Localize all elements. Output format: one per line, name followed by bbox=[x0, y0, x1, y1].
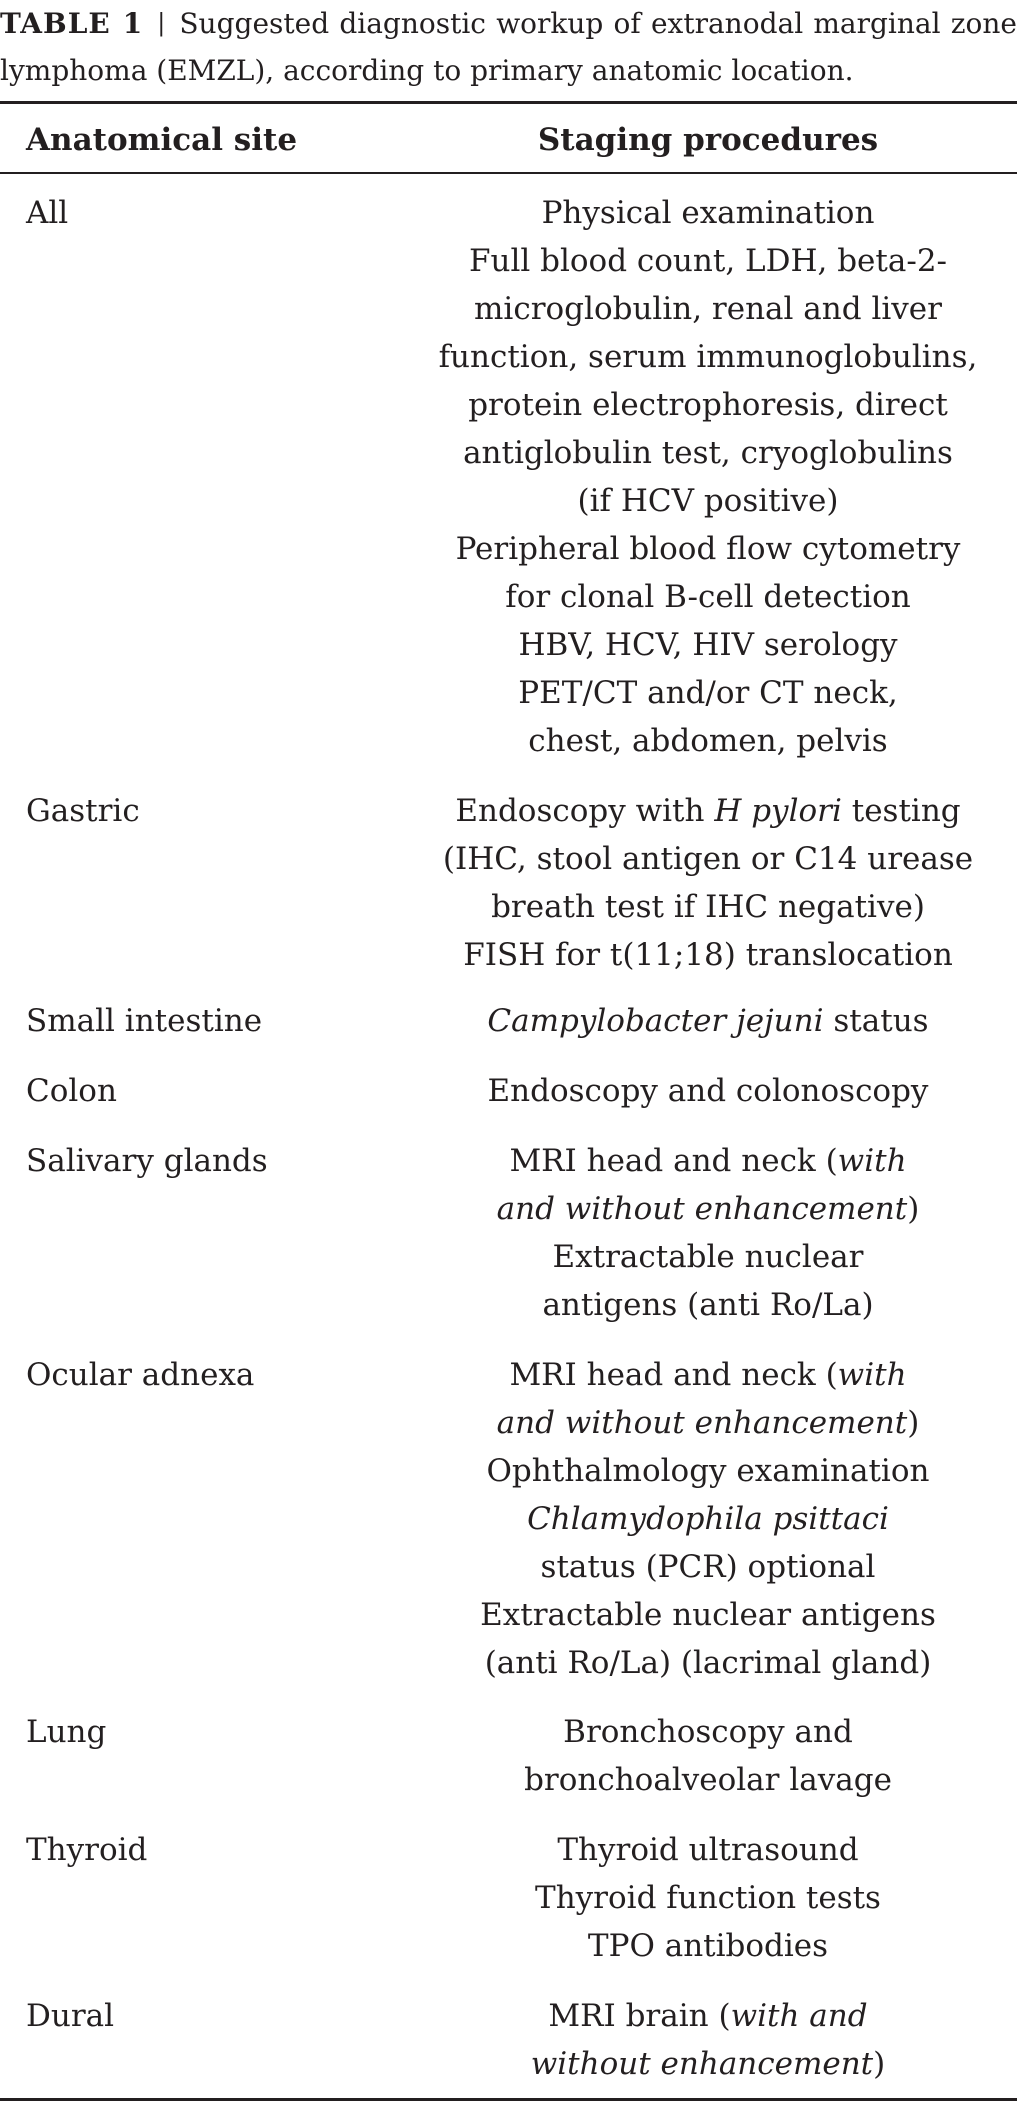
procedure-line bbox=[428, 333, 988, 381]
procedure-line bbox=[428, 429, 988, 477]
text-segment: ) bbox=[873, 2046, 886, 2082]
staging-procedures-cell bbox=[428, 1708, 988, 1804]
procedure-line bbox=[428, 883, 988, 931]
text-segment: Endoscopy and colonoscopy bbox=[487, 1073, 929, 1109]
text-segment: TPO antibodies bbox=[587, 1928, 829, 1964]
text-segment: Extractable nuclear bbox=[552, 1239, 864, 1275]
procedure-line bbox=[428, 1067, 988, 1115]
anatomical-site-cell: Thyroid bbox=[26, 1832, 148, 1868]
staging-procedures-cell bbox=[428, 1351, 988, 1687]
text-segment: Thyroid function tests bbox=[535, 1880, 881, 1916]
italic-text: H pylori bbox=[714, 793, 842, 829]
procedure-line bbox=[428, 1185, 988, 1233]
staging-procedures-cell bbox=[428, 787, 988, 979]
italic-text: Campylobacter jejuni bbox=[487, 1003, 824, 1039]
italic-text: and without enhancement bbox=[496, 1191, 908, 1227]
text-segment: MRI brain ( bbox=[548, 1998, 731, 2034]
procedure-line bbox=[428, 1351, 988, 1399]
procedure-line bbox=[428, 1137, 988, 1185]
table-caption bbox=[0, 0, 1017, 94]
text-segment: status bbox=[823, 1003, 929, 1039]
text-segment: (anti Ro/La) (lacrimal gland) bbox=[484, 1645, 932, 1681]
staging-procedures-cell bbox=[428, 997, 988, 1045]
procedure-line bbox=[428, 573, 988, 621]
top-rule bbox=[0, 101, 1017, 104]
anatomical-site-cell: Dural bbox=[26, 1998, 115, 2034]
text-segment: Ophthalmology examination bbox=[486, 1453, 930, 1489]
text-segment: antiglobulin test, cryoglobulins bbox=[463, 435, 953, 471]
procedure-line bbox=[428, 787, 988, 835]
text-segment: Peripheral blood flow cytometry bbox=[455, 531, 961, 567]
staging-procedures-cell bbox=[428, 1137, 988, 1329]
text-segment: Extractable nuclear antigens bbox=[480, 1597, 936, 1633]
text-segment: chest, abdomen, pelvis bbox=[528, 723, 888, 759]
procedure-line bbox=[428, 931, 988, 979]
text-segment: antigens (anti Ro/La) bbox=[542, 1287, 874, 1323]
caption-text: Suggested diagnostic workup of extranodal marginal zone lymphoma (EMZL), according to primary anatomic location. bbox=[0, 7, 1017, 87]
procedure-line bbox=[428, 997, 988, 1045]
procedure-line bbox=[428, 1591, 988, 1639]
procedure-line bbox=[428, 1447, 988, 1495]
text-segment: MRI head and neck ( bbox=[509, 1357, 838, 1393]
procedure-line bbox=[428, 525, 988, 573]
anatomical-site-cell: Salivary glands bbox=[26, 1143, 268, 1179]
procedure-line bbox=[428, 1233, 988, 1281]
procedure-line bbox=[428, 285, 988, 333]
procedure-line bbox=[428, 1495, 988, 1543]
anatomical-site-cell: Ocular adnexa bbox=[26, 1357, 255, 1393]
header-staging-procedures: Staging procedures bbox=[537, 122, 879, 158]
italic-text: with bbox=[837, 1357, 907, 1393]
procedure-line bbox=[428, 189, 988, 237]
text-segment: PET/CT and/or CT neck, bbox=[518, 675, 898, 711]
staging-procedures-cell bbox=[428, 1067, 988, 1115]
text-segment: MRI head and neck ( bbox=[509, 1143, 838, 1179]
procedure-line bbox=[428, 1826, 988, 1874]
header-rule bbox=[0, 172, 1017, 174]
text-segment: Full blood count, LDH, beta-2- bbox=[468, 243, 948, 279]
text-segment: status (PCR) optional bbox=[540, 1549, 876, 1585]
text-segment: FISH for t(11;18) translocation bbox=[463, 937, 953, 973]
text-segment: HBV, HCV, HIV serology bbox=[518, 627, 898, 663]
text-segment: ) bbox=[907, 1405, 920, 1441]
anatomical-site-cell: Gastric bbox=[26, 793, 140, 829]
text-segment: protein electrophoresis, direct bbox=[468, 387, 948, 423]
italic-text: with bbox=[837, 1143, 907, 1179]
bottom-rule bbox=[0, 2098, 1017, 2101]
italic-text: with and bbox=[730, 1998, 868, 2034]
text-segment: Bronchoscopy and bbox=[563, 1714, 853, 1750]
table-label: TABLE 1 bbox=[0, 7, 144, 40]
italic-text: without enhancement bbox=[530, 2046, 874, 2082]
text-segment: (if HCV positive) bbox=[577, 483, 839, 519]
italic-text: and without enhancement bbox=[496, 1405, 908, 1441]
procedure-line bbox=[428, 669, 988, 717]
anatomical-site-cell: All bbox=[26, 195, 69, 231]
staging-procedures-cell bbox=[428, 1826, 988, 1970]
italic-text: Chlamydophila psittaci bbox=[527, 1501, 889, 1537]
procedure-line bbox=[428, 1922, 988, 1970]
procedure-line bbox=[428, 477, 988, 525]
procedure-line bbox=[428, 381, 988, 429]
anatomical-site-cell: Colon bbox=[26, 1073, 117, 1109]
procedure-line bbox=[428, 1708, 988, 1756]
text-segment: for clonal B-cell detection bbox=[505, 579, 911, 615]
procedure-line bbox=[428, 1992, 988, 2040]
caption-separator: | bbox=[157, 9, 166, 37]
procedure-line bbox=[428, 835, 988, 883]
procedure-line bbox=[428, 1399, 988, 1447]
staging-procedures-cell bbox=[428, 189, 988, 765]
text-segment: (IHC, stool antigen or C14 urease bbox=[442, 841, 974, 877]
text-segment: bronchoalveolar lavage bbox=[524, 1762, 892, 1798]
text-segment: Physical examination bbox=[541, 195, 875, 231]
procedure-line bbox=[428, 1756, 988, 1804]
procedure-line bbox=[428, 1639, 988, 1687]
header-anatomical-site: Anatomical site bbox=[26, 122, 298, 158]
procedure-line bbox=[428, 237, 988, 285]
procedure-line bbox=[428, 1543, 988, 1591]
text-segment: breath test if IHC negative) bbox=[491, 889, 925, 925]
text-segment: testing bbox=[841, 793, 961, 829]
text-segment: Thyroid ultrasound bbox=[557, 1832, 859, 1868]
text-segment: microglobulin, renal and liver bbox=[474, 291, 942, 327]
text-segment: Endoscopy with bbox=[455, 793, 715, 829]
procedure-line bbox=[428, 2040, 988, 2088]
staging-procedures-cell bbox=[428, 1992, 988, 2088]
procedure-line bbox=[428, 717, 988, 765]
procedure-line bbox=[428, 1874, 988, 1922]
text-segment: function, serum immunoglobulins, bbox=[438, 339, 978, 375]
text-segment: ) bbox=[907, 1191, 920, 1227]
procedure-line bbox=[428, 1281, 988, 1329]
procedure-line bbox=[428, 621, 988, 669]
anatomical-site-cell: Lung bbox=[26, 1714, 107, 1750]
anatomical-site-cell: Small intestine bbox=[26, 1003, 263, 1039]
